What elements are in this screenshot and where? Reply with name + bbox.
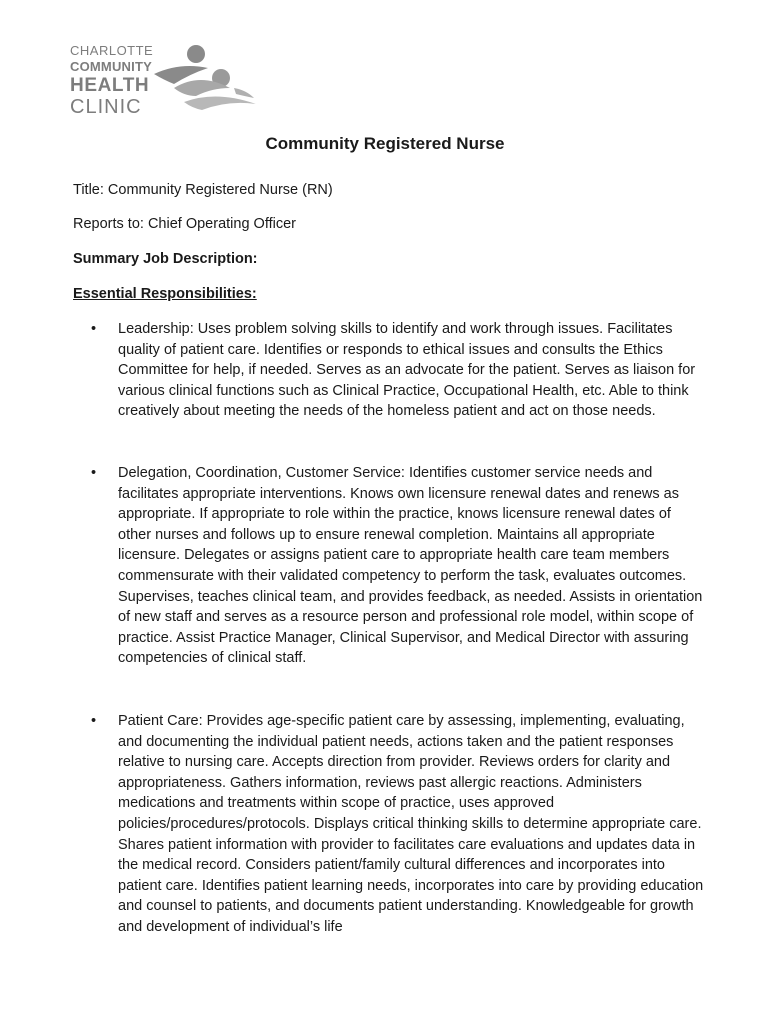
job-title-line: Title: Community Registered Nurse (RN) — [73, 182, 333, 198]
bullet-icon: • — [91, 465, 97, 481]
clinic-logo — [70, 44, 260, 116]
figures-logo-icon — [150, 44, 260, 114]
summary-heading: Summary Job Description: — [73, 251, 258, 267]
essential-responsibilities-heading: Essential Responsibilities: — [73, 286, 257, 302]
reports-to-line: Reports to: Chief Operating Officer — [73, 216, 296, 232]
logo-line-health: HEALTH — [70, 75, 150, 96]
logo-line-community: COMMUNITY — [70, 59, 152, 74]
bullet-icon: • — [91, 321, 97, 337]
responsibility-delegation: Delegation, Coordination, Customer Service: Identifies customer service needs and facilitates appropriate interventions. Knows own licensure renewal dates and renews as appropriate. If appropriate to role within the practice, knows licensure renewal dates of other nurses and follows up to ensure renewal completion. Maintains all appropriate licensure. Delegates or assigns patient care to appropriate health care team members commensurate with their validated competency to perform the task, evaluates outcomes. Supervises, teaches clinical team, and provides feedback, as needed. Assists in orientation of new staff and serves as a resource person and professional role model, within scope of practice. Assist Practice Manager, Clinical Supervisor, and Medical Director with assuring competencies of clinical staff. — [118, 465, 703, 667]
logo-wordmark — [70, 44, 153, 117]
responsibility-leadership: Leadership: Uses problem solving skills to identify and work through issues. Facilitates quality of patient care. Identifies or responds to ethical issues and consults the Ethics Committee for help, if needed. Serves as an advocate for the patient. Serves as liaison for various clinical functions such as Clinical Practice, Occupational Health, etc. Able to think creatively about meeting the needs of the homeless patient and act on those needs. — [118, 321, 696, 420]
logo-line-charlotte: CHARLOTTE — [70, 43, 154, 58]
document-title: Community Registered Nurse — [265, 134, 505, 153]
logo-line-clinic: CLINIC — [70, 96, 142, 118]
responsibility-patient-care: Patient Care: Provides age-specific patient care by assessing, implementing, evaluating, and documenting the individual patient needs, actions taken and the patient responses relative to nursing care. Accepts direction from provider. Reviews orders for clarity and appropriateness. Gathers information, reviews past allergic reactions. Administers medications and treatments within scope of practice, uses approved policies/procedures/protocols. Displays critical thinking skills to determine appropriate care. Shares patient information with provider to facilitates care evaluations and updates data in the medical record. Considers patient/family cultural differences and incorporates into patient care. Identifies patient learning needs, incorporates into care by providing education and counsel to patients, and documents patient understanding. Knowledgeable for growth and development of individual’s life — [118, 713, 704, 935]
bullet-icon: • — [91, 713, 97, 729]
